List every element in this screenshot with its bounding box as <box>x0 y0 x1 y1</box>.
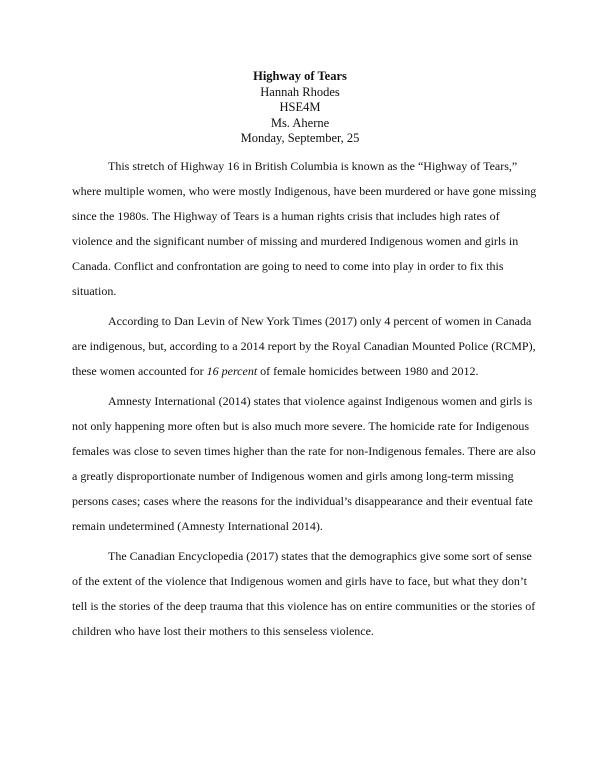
paragraph-line: The Canadian Encyclopedia (2017) states that the demographics give some sort of sense <box>108 549 532 563</box>
paragraph-line: tell is the stories of the deep trauma that this violence has on entire communities or the stories of <box>72 599 536 613</box>
paragraph-line: a greatly disproportionate number of Indigenous women and girls among long-term missing <box>72 469 514 483</box>
paragraph-line: not only happening more often but is also much more severe. The homicide rate for Indigenous <box>72 419 529 433</box>
paragraph-3 <box>72 389 536 539</box>
essay-header <box>0 69 600 147</box>
author-name: Hannah Rhodes <box>260 84 340 99</box>
paragraph-line: Canada. Conflict and confrontation are going to need to come into play in order to fix this <box>72 259 504 273</box>
paragraph-line: According to Dan Levin of New York Times (2017) only 4 percent of women in Canada <box>108 314 532 328</box>
paragraph-line: are indigenous, but, according to a 2014 report by the Royal Canadian Mounted Police (RCMP), <box>72 339 536 353</box>
paragraph-line: persons cases; cases where the reasons for the individual’s disappearance and their eventual fate <box>72 494 533 508</box>
paragraph-line: violence and the significant number of missing and murdered Indigenous women and girls in <box>72 234 519 248</box>
teacher-name: Ms. Aherne <box>270 115 330 130</box>
essay-title: Highway of Tears <box>253 69 347 83</box>
paragraph-2 <box>72 309 536 384</box>
text-segment: these women accounted for <box>72 364 207 378</box>
paragraph-line: situation. <box>72 284 117 298</box>
paragraph-line: Amnesty International (2014) states that violence against Indigenous women and girls is <box>108 394 533 408</box>
paragraph-line: females was close to seven times higher than the rate for non-Indigenous females. There are also <box>72 444 536 458</box>
course-code: HSE4M <box>279 100 321 114</box>
paragraph-line <box>72 359 528 384</box>
paragraph-line: of the extent of the violence that Indigenous women and girls have to face, but what they don’t <box>72 574 527 588</box>
essay-body <box>72 154 537 644</box>
emphasized-statistic: 16 percent <box>206 364 258 378</box>
paragraph-line: children who have lost their mothers to this senseless violence. <box>72 624 374 638</box>
paragraph-1 <box>72 154 537 304</box>
paragraph-line: This stretch of Highway 16 in British Columbia is known as the “Highway of Tears,” <box>108 159 518 173</box>
paragraph-line: remain undetermined (Amnesty International 2014). <box>72 519 323 533</box>
paragraph-4 <box>72 544 536 644</box>
text-segment: of female homicides between 1980 and 2012. <box>257 364 479 378</box>
paragraph-line: where multiple women, who were mostly Indigenous, have been murdered or have gone missing <box>72 184 537 198</box>
essay-date: Monday, September, 25 <box>240 131 360 145</box>
paragraph-line: since the 1980s. The Highway of Tears is a human rights crisis that includes high rates of <box>72 209 500 223</box>
